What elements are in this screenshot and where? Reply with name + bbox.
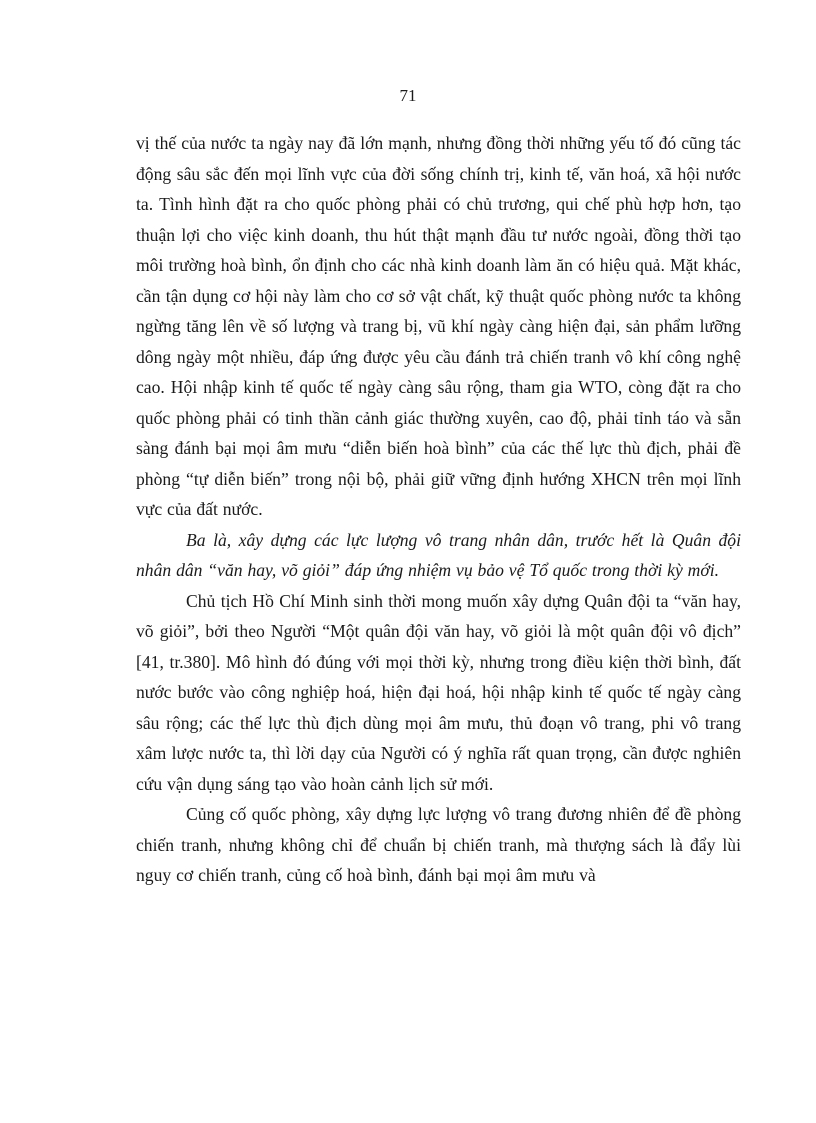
paragraph-4: Củng cố quốc phòng, xây dựng lực lượng vô trang đương nhiên để đề phòng chiến tranh, nhưng không chỉ để chuẩn bị chiến tranh, mà thượng sách là đẩy lùi nguy cơ chiến tranh, củng cố hoà bình, đánh bại mọi âm mưu và	[136, 804, 741, 885]
page-number: 71	[399, 86, 417, 105]
paragraph-3: Chủ tịch Hồ Chí Minh sinh thời mong muốn xây dựng Quân đội ta “văn hay, võ giỏi”, bởi theo Người “Một quân đội văn hay, võ giỏi là một quân đội vô địch” [41, tr.380]. Mô hình đó đúng với mọi thời kỳ, nhưng trong điều kiện thời bình, đất nước bước vào công nghiệp hoá, hiện đại hoá, hội nhập kinh tế quốc tế ngày càng sâu rộng; các thế lực thù địch dùng mọi âm mưu, thủ đoạn vô trang, phi vô trang xâm lược nước ta, thì lời dạy của Người có ý nghĩa rất quan trọng, cần được nghiên cứu vận dụng sáng tạo vào hoàn cảnh lịch sử mới.	[136, 590, 741, 794]
paragraph-2-italic-heading: Ba là, xây dựng các lực lượng vô trang nhân dân, trước hết là Quân đội nhân dân “văn hay, võ giỏi” đáp ứng nhiệm vụ bảo vệ Tổ quốc trong thời kỳ mới.	[136, 529, 741, 580]
paragraph-1: vị thế của nước ta ngày nay đã lớn mạnh, nhưng đồng thời những yếu tố đó cũng tác động sâu sắc đến mọi lĩnh vực của đời sống chính trị, kinh tế, văn hoá, xã hội nước ta. Tình hình đặt ra cho quốc phòng phải có chủ trương, qui chế phù hợp hơn, tạo thuận lợi cho việc kinh doanh, thu hút thật mạnh đầu tư nước ngoài, đồng thời tạo môi trường hoà bình, ổn định cho các nhà kinh doanh làm ăn có hiệu quả. Mặt khác, cần tận dụng cơ hội này làm cho cơ sở vật chất, kỹ thuật quốc phòng nước ta không ngừng tăng lên về số lượng và trang bị, vũ khí ngày càng hiện đại, sản phẩm lưỡng dông ngày một nhiều, đáp ứng được yêu cầu đánh trả chiến tranh vô khí công nghệ cao. Hội nhập kinh tế quốc tế ngày càng sâu rộng, tham gia WTO, còng đặt ra cho quốc phòng phải có tinh thần cảnh giác thường xuyên, cao độ, phải tỉnh táo và sẵn sàng đánh bại mọi âm mưu “diễn biến hoà bình” của các thế lực thù địch, phải đề phòng “tự diễn biến” trong nội bộ, phải giữ vững định hướng XHCN trên mọi lĩnh vực của đất nước.	[136, 133, 741, 519]
document-body	[136, 128, 741, 891]
